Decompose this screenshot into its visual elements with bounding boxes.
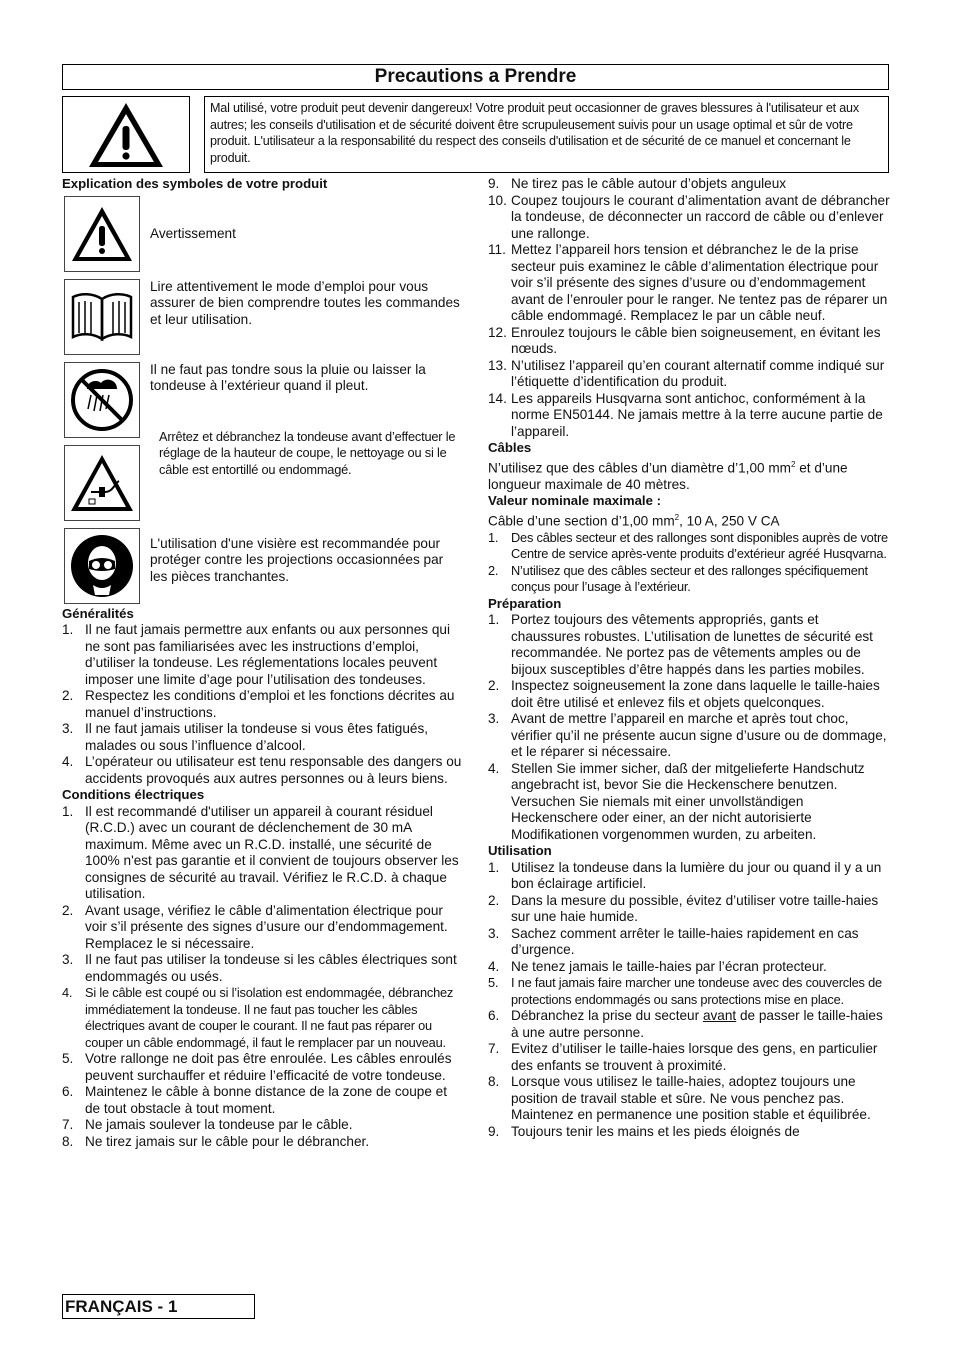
symbol-row-unplug [62, 428, 464, 528]
utilisation-heading: Utilisation [488, 843, 552, 859]
list-item: 3. Avant de mettre l’appareil en marche et après tout choc, vérifier qu’il ne présente aucun signe d’usure ou de dommage, et le réparer si nécessaire. [488, 711, 887, 760]
list-item: 1. Portez toujours des vêtements appropriés, gants et chaussures robustes. L’utilisation de lunettes de sécurité est recommandée. Ne portez pas de vêtements amples ou de bijoux susceptibles d’être happés dans les parties mobiles. [488, 612, 873, 677]
list-item: 11. Mettez l’appareil hors tension et débranchez le de la prise secteur puis examinez le câble d’alimentation électrique pour voir s’il présente des signes d’usure ou d’endommagement avant de l’enrouler pour le ranger. Ne tentez pas de réparer un câble endommagé. Remplacez le par un câble neuf. [488, 242, 888, 323]
cables-heading: Câbles [488, 440, 532, 455]
warning-triangle-icon [64, 196, 140, 272]
preparation-heading: Préparation [488, 595, 562, 611]
list-item: 5. I ne faut jamais faire marcher une tondeuse avec des couvercles de protections endommagés ou sans protections mise en place. [488, 975, 882, 1007]
list-item: 4. Ne tenez jamais le taille-haies par l’écran protecteur. [488, 958, 827, 974]
utilisation-list [488, 860, 890, 1141]
symbol-text: Il ne faut pas tondre sous la pluie ou laisser la tondeuse à l’extérieur quand il pleut. [150, 361, 426, 393]
right-column [488, 176, 890, 1140]
list-item: 6. Maintenez le câble à bonne distance de la zone de coupe et de tout obstacle à tout moment. [62, 1084, 448, 1116]
list-item: 3. Il ne faut jamais utiliser la tondeuse si vous êtes fatigués, malades ou sous l’influence d’alcool. [62, 721, 429, 753]
list-item: 7. Ne jamais soulever la tondeuse par le câble. [62, 1117, 353, 1132]
generalites-list [62, 622, 464, 787]
list-item: 4. Si le câble est coupé ou si l’isolation est endommagée, débranchez immédiatement la tondeuse. Il ne faut pas toucher les câbles électriques avant de couper le courant. Il ne faut pas réparer ou couper un câble endommagé, il faut le remplacer par un nouveau. [62, 985, 454, 1050]
conditions-list-continued [488, 176, 890, 440]
generalites-heading: Généralités [62, 605, 134, 621]
valeur-text: Câble d’une section d’1,00 $mm^2$, 10 A, 250 V CA [488, 512, 780, 529]
list-item: 2. Dans la mesure du possible, évitez d’utiliser votre taille-haies sur une haie humide. [488, 892, 879, 925]
symbol-row-warning [62, 196, 464, 279]
list-item: 1. Des câbles secteur et des rallonges sont disponibles auprès de votre Centre de service après-vente produits d’extérieur agréé Husqvarna. [488, 529, 888, 562]
list-item: 2. N’utilisez que des câbles secteur et des rallonges spécifiquement conçus pour l’usage à l’extérieur. [488, 562, 868, 595]
list-item: 2. Avant usage, vérifiez le câble d’alimentation électrique pour voir s’il présente des signes d’usure our d’endommagement. Remplacez le si nécessaire. [62, 902, 448, 951]
conditions-list [62, 804, 464, 1151]
list-item: 6. Débranchez la prise du secteur avant de passer le taille-haies à une autre personne. [488, 1008, 883, 1040]
preparation-list [488, 612, 890, 843]
symbol-row-manual [62, 279, 464, 362]
list-item: 8. Ne tirez jamais sur le câble pour le débrancher. [62, 1133, 370, 1149]
symbol-text: Avertissement [150, 225, 236, 241]
symbol-text: L'utilisation d'une visière est recommandée pour protéger contre les projections occasionnées par les pièces tranchantes. [150, 535, 444, 584]
list-item: 3. Il ne faut pas utiliser la tondeuse si les câbles électriques sont endommagés ou usés. [62, 952, 457, 984]
symbol-text: Lire attentivement le mode d’emploi pour vous assurer de bien comprendre toutes les commandes et leur utilisation. [150, 278, 460, 327]
list-item: 1. Il est recommandé d'utiliser un appareil à courant résiduel (R.C.D.) avec un courant de déclenchement de 30 mA maximum. Même avec un R.C.D. installé, une sécurité de 100% n'est pas garantie et il convient de toujours observer les consignes de sécurité au travail. Vérifiez le R.C.D. à chaque utilisation. [62, 803, 459, 901]
unplug-warning-icon [64, 445, 140, 521]
list-item: 1. Il ne faut jamais permettre aux enfants ou aux personnes qui ne sont pas familiarisées avec les instructions d’emploi, d’utiliser la tondeuse. Les réglementations locales peuvent imposer une limite d’age pour l’utilisation des tondeuses. [62, 622, 450, 687]
warning-icon-box [62, 96, 190, 173]
cables-text: N’utilisez que des câbles d’un diamètre d’1,00 $mm^2$ et d’une longueur maximale de 40 mètres. [488, 459, 848, 492]
list-item: 12. Enroulez toujours le câble bien soigneusement, en évitant les nœuds. [488, 324, 881, 356]
symbols-heading: Explication des symboles de votre produit [62, 176, 328, 191]
manual-book-icon [64, 279, 140, 355]
list-item: 9. Toujours tenir les mains et les pieds éloignés de [488, 1123, 800, 1139]
list-item: 9. Ne tirez pas le câble autour d’objets anguleux [488, 176, 787, 191]
list-item: 2. Inspectez soigneusement la zone dans laquelle le taille-haies doit être utilisé et enlevez fils et objets quelconques. [488, 678, 880, 710]
symbol-text: Arrêtez et débranchez la tondeuse avant d’effectuer le réglage de la hauteur de coupe, le nettoyage ou si le câble est entortillé ou endommagé. [159, 428, 456, 477]
list-item: 4. Stellen Sie immer sicher, daß der mitgelieferte Handschutz angebracht ist, bevor Sie die Heckenschere benutzen. Versuchen Sie niemals mit einer unvollständigen Heckenschere oder einer, an der nicht autorisierte Modifikationen vorgenommen wurden, zu arbeiten. [488, 760, 865, 842]
list-item: 5. Votre rallonge ne doit pas être enroulée. Les câbles enroulés peuvent surchauffer et réduire l’efficacité de votre tondeuse. [62, 1051, 452, 1083]
conditions-heading: Conditions électriques [62, 787, 205, 802]
list-item: 4. L’opérateur ou utilisateur est tenu responsable des dangers ou accidents provoqués aux autres personnes ou à leurs biens. [62, 754, 462, 786]
valeur-list [488, 530, 890, 596]
list-item: 10. Coupez toujours le courant d’alimentation avant de débrancher la tondeuse, de déconnecter un raccord de câble ou d’enlever une rallonge. [488, 192, 890, 241]
list-item: 14. Les appareils Husqvarna sont antichoc, conformément à la norme EN50144. Ne jamais mettre à la terre aucune partie de l’appareil. [488, 390, 883, 439]
page-footer: FRANÇAIS - 1 [62, 1294, 255, 1319]
valeur-heading: Valeur nominale maximale : [488, 493, 661, 509]
list-item: 13. N’utilisez l’appareil qu’en courant alternatif comme indiqué sur l’étiquette d’identification du produit. [488, 357, 885, 389]
page-title: Precautions a Prendre [62, 64, 889, 90]
warning-triangle-icon [86, 100, 166, 170]
list-item: 8. Lorsque vous utilisez le taille-haies, adoptez toujours une position de travail stable et sûre. Ne vous penchez pas. Maintenez en permanence une position stable et équilibrée. [488, 1074, 871, 1123]
list-item: 2. Respectez les conditions d’emploi et les fonctions décrites au manuel d’instructions. [62, 688, 455, 720]
list-item: 7. Evitez d’utiliser le taille-haies lorsque des gens, en particulier des enfants se trouvent à proximité. [488, 1041, 878, 1073]
symbol-row-visor [62, 528, 464, 606]
face-shield-icon [64, 528, 140, 604]
left-column [62, 176, 464, 1150]
warning-intro: Mal utilisé, votre produit peut devenir dangereux! Votre produit peut occasionner de graves blessures à l'utilisateur et aux autres; les conseils d'utilisation et de sécurité doivent être scrupuleusement suivis pour un usage optimal et sûr de votre produit. L'utilisateur a la responsabilité du respect des conseils d'utilisation et de sécurité de ce manuel et concernant le produit. [204, 96, 889, 173]
no-rain-icon [64, 362, 140, 438]
list-item: 3. Sachez comment arrêter le taille-haies rapidement en cas d’urgence. [488, 925, 859, 958]
list-item: 1. Utilisez la tondeuse dans la lumière du jour ou quand il y a un bon éclairage artificiel. [488, 859, 882, 892]
